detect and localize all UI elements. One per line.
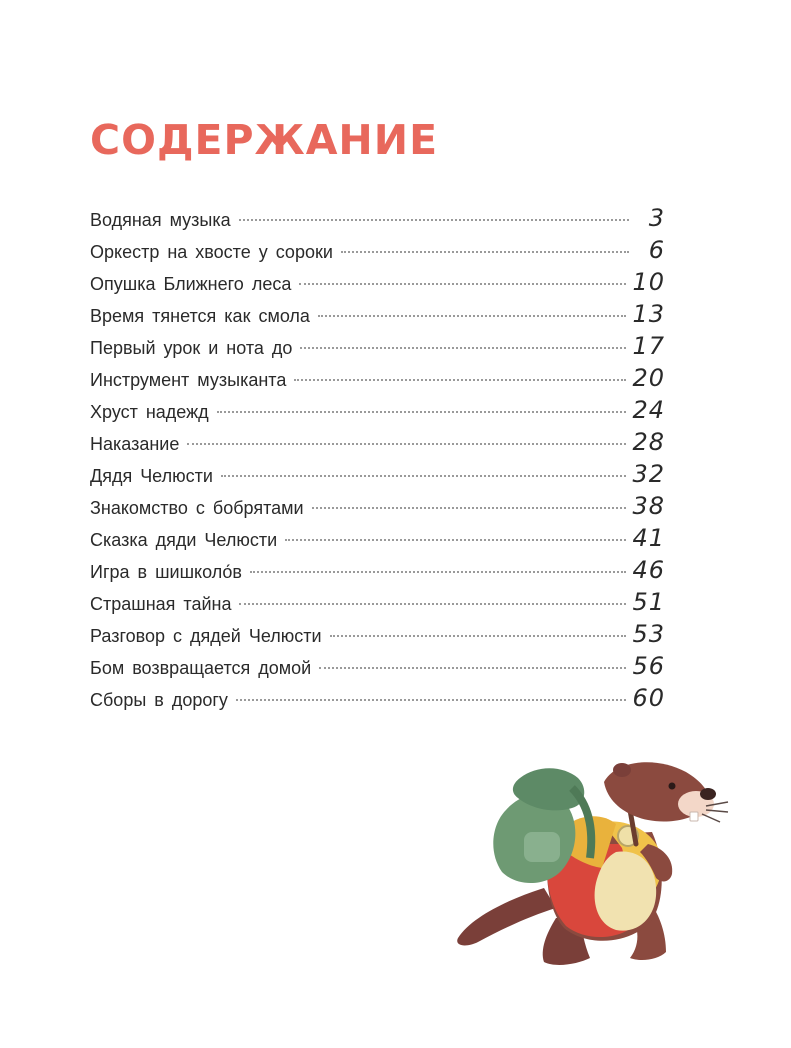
toc-item[interactable]: [90, 202, 665, 234]
toc-item[interactable]: [90, 394, 665, 426]
toc-item-title: Время тянется как смола: [90, 306, 310, 326]
toc-item[interactable]: [90, 234, 665, 266]
dot-leader: [300, 347, 626, 349]
beaver-teeth: [690, 812, 698, 821]
dot-leader: [250, 571, 626, 573]
toc-item[interactable]: [90, 266, 665, 298]
toc-item-page: 3: [648, 204, 665, 232]
toc-item[interactable]: [90, 362, 665, 394]
toc-item[interactable]: [90, 426, 665, 458]
toc-item-page: 28: [632, 428, 665, 456]
toc-item-page: 46: [632, 556, 665, 584]
beaver-ear: [613, 763, 631, 777]
toc-item-title: Дядя Челюсти: [90, 466, 213, 486]
toc-item-title: Инструмент музыканта: [90, 370, 287, 390]
dot-leader: [312, 507, 627, 509]
toc-item-title: Сказка дяди Челюсти: [90, 530, 278, 550]
toc-item-page: 24: [632, 396, 665, 424]
toc-item-title: Страшная тайна: [90, 594, 232, 614]
toc-item[interactable]: [90, 490, 665, 522]
dot-leader: [299, 283, 626, 285]
dot-leader: [221, 475, 627, 477]
toc-item[interactable]: [90, 650, 665, 682]
toc-item-page: 60: [632, 684, 665, 712]
toc-item[interactable]: [90, 330, 665, 362]
toc-item[interactable]: [90, 586, 665, 618]
toc-item-title: Оркестр на хвосте у сороки: [90, 242, 333, 262]
dot-leader: [341, 251, 629, 253]
table-of-contents: [90, 202, 665, 714]
toc-item-title: Разговор с дядей Челюсти: [90, 626, 322, 646]
toc-item-title: Опушка Ближнего леса: [90, 274, 292, 294]
toc-item-title: Хруст надежд: [90, 402, 209, 422]
toc-item-title: Водяная музыка: [90, 210, 231, 230]
toc-item-page: 38: [632, 492, 665, 520]
toc-item-page: 17: [632, 332, 665, 360]
toc-item-page: 51: [632, 588, 665, 616]
toc-item-page: 32: [632, 460, 665, 488]
toc-item[interactable]: [90, 682, 665, 714]
toc-item-page: 41: [632, 524, 665, 552]
toc-item-title: Знакомство с бобрятами: [90, 498, 304, 518]
toc-item-title: Бом возвращается домой: [90, 658, 312, 678]
dot-leader: [239, 603, 626, 605]
toc-item-title: Первый урок и нота до: [90, 338, 293, 358]
toc-item[interactable]: [90, 458, 665, 490]
toc-item-title: Наказание: [90, 434, 180, 454]
dot-leader: [285, 539, 626, 541]
toc-item-title: Сборы в дорогу: [90, 690, 228, 710]
dot-leader: [217, 411, 627, 413]
backpack-pocket: [524, 832, 560, 862]
dot-leader: [187, 443, 626, 445]
dot-leader: [294, 379, 626, 381]
dot-leader: [318, 315, 627, 317]
beaver-nose: [700, 788, 716, 800]
beaver-eye: [669, 783, 676, 790]
toc-item[interactable]: [90, 298, 665, 330]
toc-item[interactable]: [90, 522, 665, 554]
dot-leader: [239, 219, 629, 221]
toc-item-page: 53: [632, 620, 665, 648]
beaver-tail: [457, 888, 556, 945]
dot-leader: [236, 699, 627, 701]
dot-leader: [330, 635, 627, 637]
toc-item-page: 10: [632, 268, 665, 296]
toc-item-page: 56: [632, 652, 665, 680]
dot-leader: [319, 667, 626, 669]
beaver-whisker: [702, 814, 720, 822]
toc-item-page: 13: [632, 300, 665, 328]
toc-item[interactable]: [90, 554, 665, 586]
toc-item-page: 6: [648, 236, 665, 264]
toc-item-title: Игра в шишколо́в: [90, 562, 242, 582]
toc-item[interactable]: [90, 618, 665, 650]
page-title: СОДЕРЖАНИЕ: [90, 116, 439, 164]
toc-item-page: 20: [632, 364, 665, 392]
beaver-with-backpack-illustration: [452, 748, 742, 970]
